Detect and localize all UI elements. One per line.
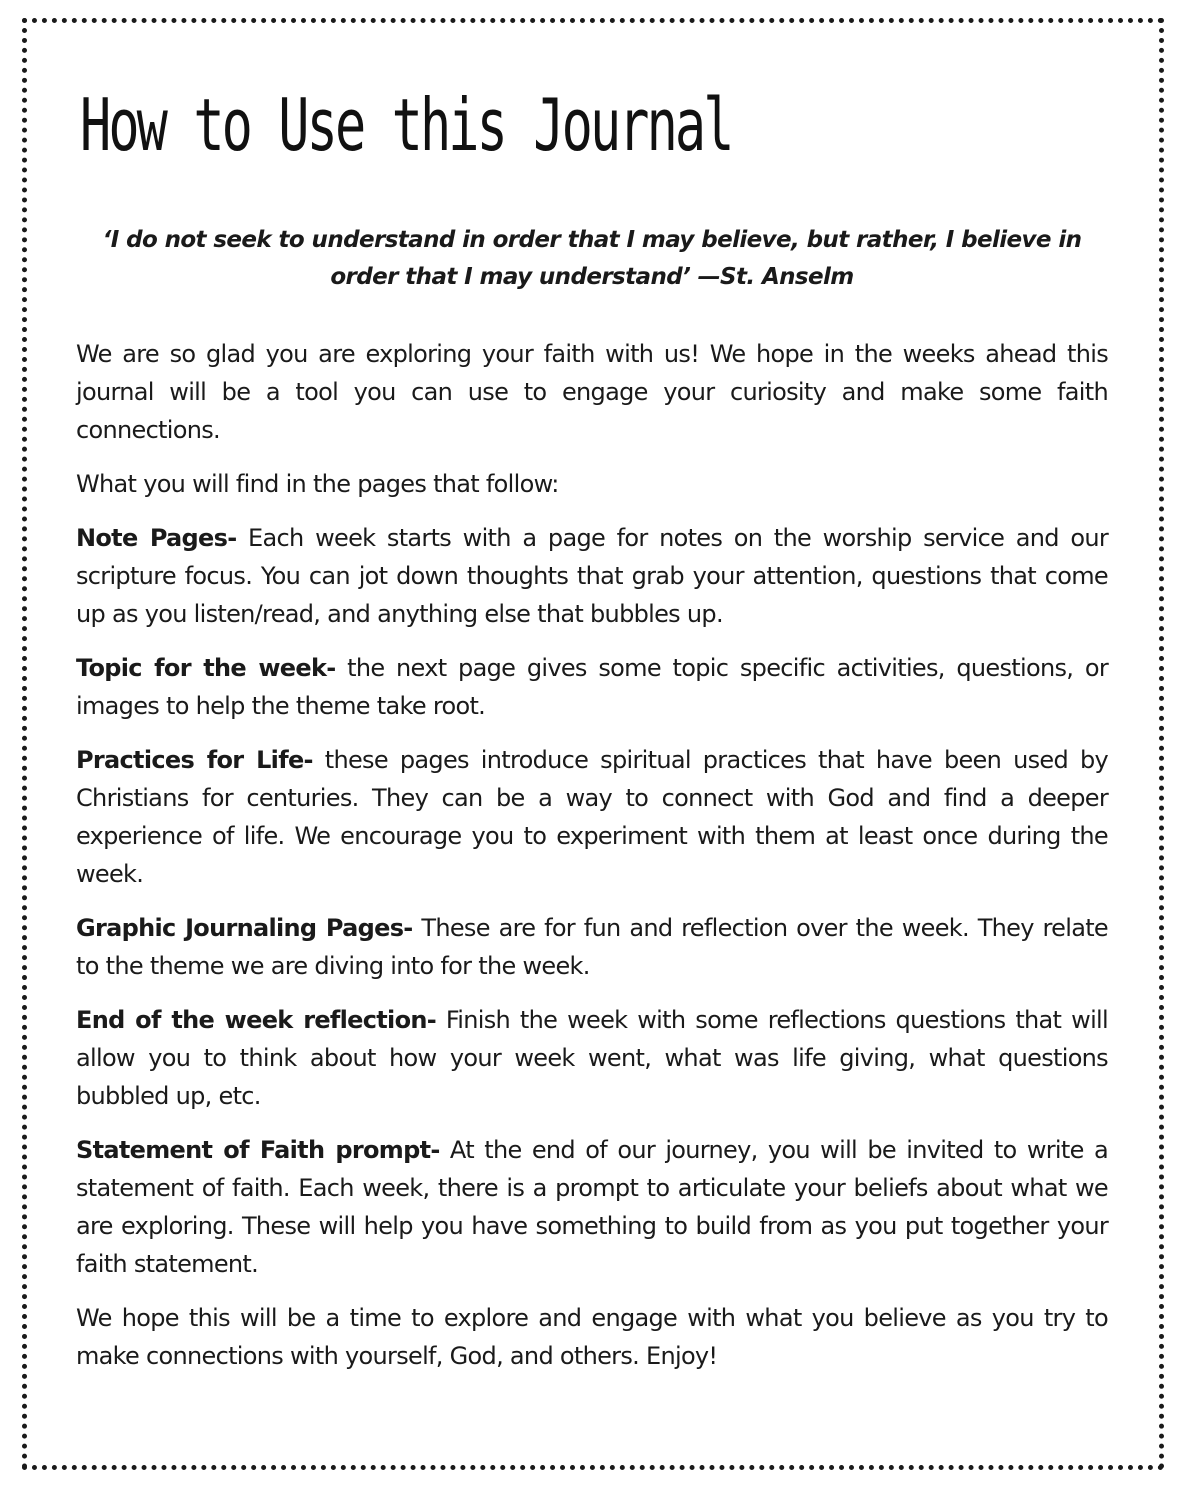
section-description: Finish the week with some reflections questions that will allow you to think about how your week went, what was life giving, what questions bubbled up, etc. (76, 1006, 1108, 1110)
section-term: Graphic Journaling Pages- (76, 914, 413, 942)
section-description: At the end of our journey, you will be invited to write a statement of faith. Each week, there is a prompt to articulate your beliefs about what we are exploring. These will help you have something to build from as you put together your faith statement. (76, 1136, 1108, 1278)
section-end-of-week-reflection (76, 1001, 1108, 1115)
section-term: Note Pages- (76, 524, 237, 552)
section-description: these pages introduce spiritual practices that have been used by Christians for centuries. They can be a way to connect with God and find a deeper experience of life. We encourage you to experiment with them at least once during the week. (76, 746, 1108, 888)
section-statement-of-faith-prompt (76, 1131, 1108, 1283)
anselm-quote: ‘I do not seek to understand in order that I may believe, but rather, I believe in order that I may understand’ —St. Anselm (102, 227, 1082, 290)
section-description: These are for fun and reflection over the week. They relate to the theme we are diving into for the week. (76, 914, 1108, 980)
section-term: Statement of Faith prompt- (76, 1136, 440, 1164)
section-practices-for-life (76, 741, 1108, 893)
section-note-pages (76, 519, 1108, 633)
section-term: Topic for the week- (76, 654, 336, 682)
section-description: the next page gives some topic specific activities, questions, or images to help the theme take root. (76, 654, 1108, 720)
section-graphic-journaling-pages (76, 909, 1108, 985)
section-topic-for-the-week (76, 649, 1108, 725)
page-title: How to Use this Journal (80, 83, 732, 167)
section-term: Practices for Life- (76, 746, 313, 774)
intro-paragraph: We are so glad you are exploring your faith with us! We hope in the weeks ahead this journal will be a tool you can use to engage your curiosity and make some faith connections. (76, 340, 1108, 444)
closing-paragraph: We hope this will be a time to explore and engage with what you believe as you try to make connections with yourself, God, and others. Enjoy! (76, 1304, 1108, 1370)
section-term: End of the week reflection- (76, 1006, 437, 1034)
journal-instructions (76, 335, 1108, 1391)
section-description: Each week starts with a page for notes on the worship service and our scripture focus. You can jot down thoughts that grab your attention, questions that come up as you listen/read, and anything else that bubbles up. (76, 524, 1108, 628)
intro-lead: What you will find in the pages that follow: (76, 470, 559, 498)
